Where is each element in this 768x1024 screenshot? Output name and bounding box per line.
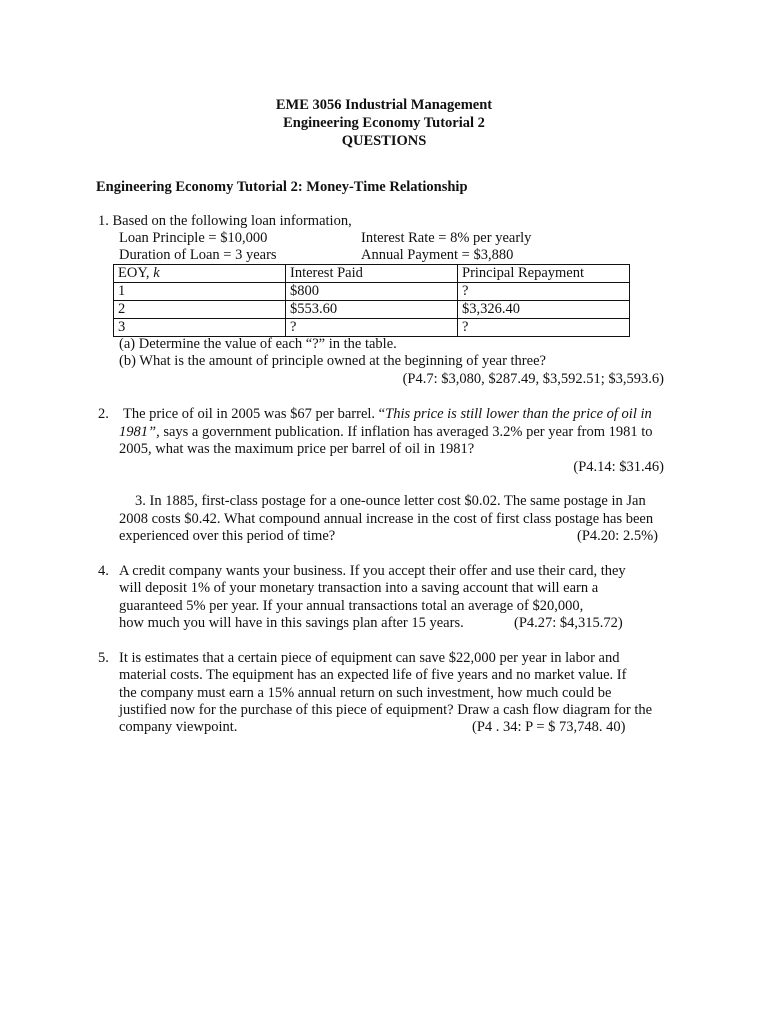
section-title: Engineering Economy Tutorial 2: Money-Time Relationship: [96, 179, 468, 195]
q1-part-b: (b) What is the amount of principle owned at the beginning of year three?: [119, 353, 546, 369]
q2-number: 2.: [98, 406, 109, 422]
q2-quote-b: 1981”,: [119, 424, 160, 440]
q1-interest-rate: Interest Rate = 8% per yearly: [361, 230, 532, 246]
q4-line2: will deposit 1% of your monetary transaction into a saving account that will earn a: [119, 580, 599, 596]
q2-line1: [123, 405, 668, 423]
q1-loan-principle: Loan Principle = $10,000: [119, 230, 268, 246]
q1-part-a: (a) Determine the value of each “?” in the table.: [119, 336, 397, 352]
table-cell: $553.60: [286, 301, 458, 319]
q5-line5: company viewpoint.: [119, 719, 238, 735]
q4-line4: how much you will have in this savings plan after 15 years.: [119, 615, 464, 631]
header-eoy: [114, 265, 286, 283]
q1-intro: 1. Based on the following loan information,: [98, 213, 352, 229]
header-principal-repayment: Principal Repayment: [458, 265, 630, 283]
table-cell: 2: [114, 301, 286, 319]
table-header-row: [114, 265, 630, 283]
q5-answer: (P4 . 34: P = $ 73,748. 40): [472, 719, 626, 735]
table-cell: 1: [114, 283, 286, 301]
table-cell: ?: [458, 319, 630, 337]
loan-table: [113, 264, 630, 337]
header-eoy-k: k: [153, 265, 160, 281]
q3-line2: 2008 costs $0.42. What compound annual increase in the cost of first class postage has been: [119, 511, 654, 527]
table-row: [114, 301, 630, 319]
q3-answer: (P4.20: 2.5%): [577, 528, 658, 544]
q5-line1: It is estimates that a certain piece of equipment can save $22,000 per year in labor and: [119, 650, 620, 666]
questions-heading: QUESTIONS: [341, 133, 427, 149]
table-cell: ?: [286, 319, 458, 337]
header-eoy-label: EOY,: [118, 265, 154, 281]
q1-annual-payment: Annual Payment = $3,880: [361, 247, 514, 263]
q2-quote-a: This price is still lower than the price of oil in: [385, 406, 652, 422]
q5-line3: the company must earn a 15% annual return on such investment, how much could be: [119, 685, 612, 701]
q4-answer: (P4.27: $4,315.72): [514, 615, 623, 631]
table-cell: $3,326.40: [458, 301, 630, 319]
table-cell: ?: [458, 283, 630, 301]
q3-line1: 3. In 1885, first-class postage for a one-ounce letter cost $0.02. The same postage in Jan: [135, 493, 646, 509]
q2-line2: [119, 423, 653, 441]
q5-number: 5.: [98, 650, 109, 666]
q2-line3: 2005, what was the maximum price per barrel of oil in 1981?: [119, 441, 475, 457]
course-title: EME 3056 Industrial Management: [275, 97, 493, 113]
q2-text-b: says a government publication. If inflation has averaged 3.2% per year from 1981 to: [159, 424, 653, 440]
q2-text-a: The price of oil in 2005 was $67 per barrel. “: [123, 406, 386, 422]
table-cell: $800: [286, 283, 458, 301]
table-row: [114, 283, 630, 301]
header-interest-paid: Interest Paid: [286, 265, 458, 283]
q4-number: 4.: [98, 563, 109, 579]
table-row: [114, 319, 630, 337]
table-cell: 3: [114, 319, 286, 337]
q5-line4: justified now for the purchase of this piece of equipment? Draw a cash flow diagram for the: [119, 702, 653, 718]
q3-line3: experienced over this period of time?: [119, 528, 336, 544]
q1-answer: (P4.7: $3,080, $287.49, $3,592.51; $3,593.6): [402, 371, 664, 387]
q4-line1: A credit company wants your business. If you accept their offer and use their card, they: [119, 563, 626, 579]
tutorial-title: Engineering Economy Tutorial 2: [283, 115, 485, 131]
q1-loan-duration: Duration of Loan = 3 years: [119, 247, 277, 263]
q2-answer: (P4.14: $31.46): [573, 459, 664, 475]
q5-line2: material costs. The equipment has an expected life of five years and no market value. If: [119, 667, 627, 683]
q4-line3: guaranteed 5% per year. If your annual transactions total an average of $20,000,: [119, 598, 584, 614]
